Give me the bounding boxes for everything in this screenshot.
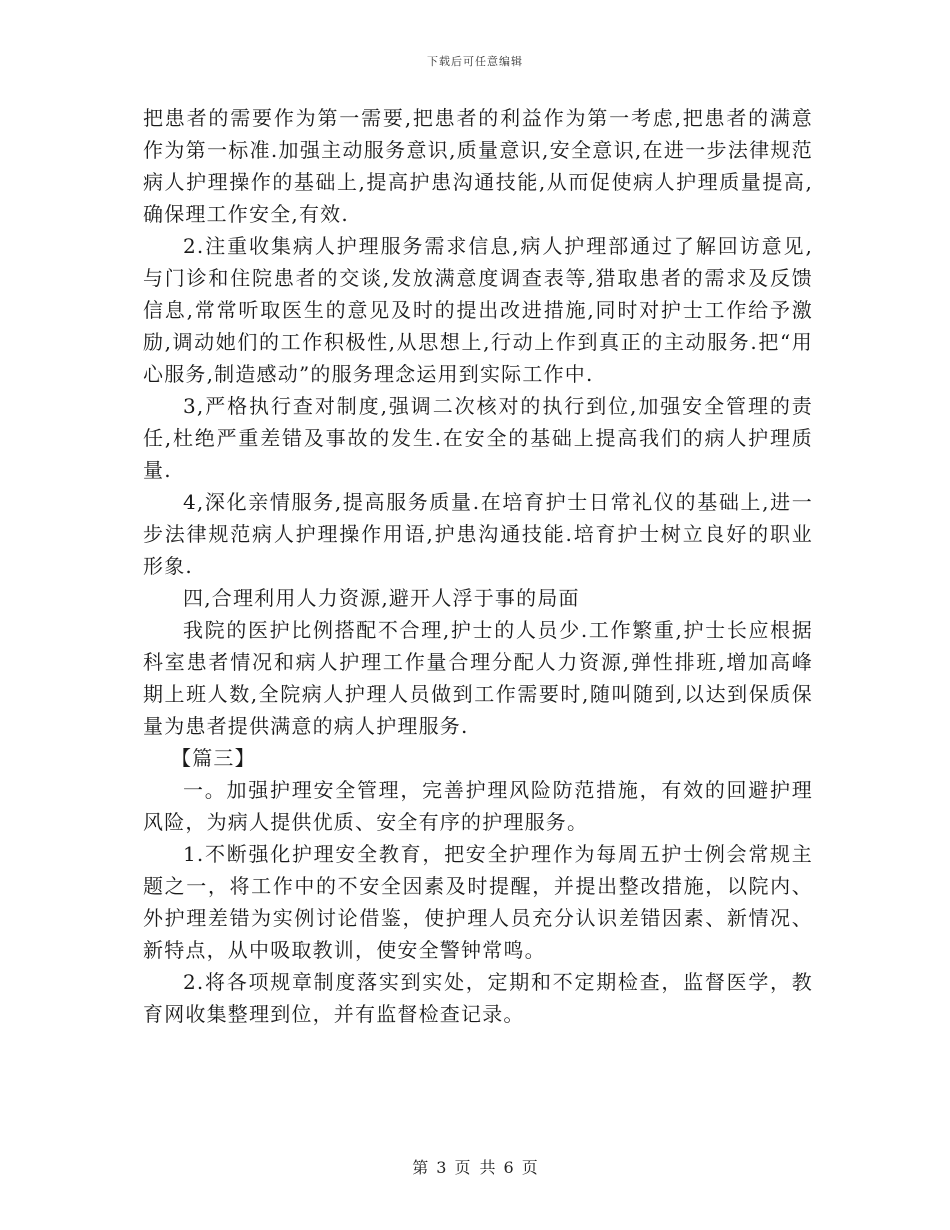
- total-pages-number: 6: [503, 1158, 514, 1177]
- paragraph-6: 一。加强护理安全管理，完善护理风险防范措施，有效的回避护理风险，为病人提供优质、安全有序的护理服务。: [143, 778, 813, 834]
- paragraph-7: 1.不断强化护理安全教育，把安全护理作为每周五护士例会常规主题之一，将工作中的不安全因素及时提醒，并提出整改措施，以院内、外护理差错为实例讨论借鉴，使护理人员充分认识差错因素、新情况、新特点，从中吸取教训，使安全警钟常鸣。: [143, 842, 813, 962]
- page-header: 下载后可任意编辑: [427, 55, 523, 68]
- section-heading-4: 四,合理利用人力资源,避开人浮于事的局面: [183, 586, 580, 610]
- paragraph-3: 3,严格执行查对制度,强调二次核对的执行到位,加强安全管理的责任,杜绝严重差错及事故的发生.在安全的基础上提高我们的病人护理质量.: [143, 394, 813, 482]
- paragraph-4: 4,深化亲情服务,提高服务质量.在培育护士日常礼仪的基础上,进一步法律规范病人护理操作用语,护患沟通技能.培育护士树立良好的职业形象.: [143, 490, 813, 578]
- document-body: [143, 102, 813, 1030]
- page-footer: [0, 1155, 950, 1178]
- paragraph-1: 把患者的需要作为第一需要,把患者的利益作为第一考虑,把患者的满意作为第一标准.加强主动服务意识,质量意识,安全意识,在进一步法律规范病人护理操作的基础上,提高护患沟通技能,从而促使病人护理质量提高,确保理工作安全,有效.: [143, 106, 813, 226]
- current-page-number: 3: [436, 1158, 447, 1177]
- paragraph-5: 我院的医护比例搭配不合理,护士的人员少.工作繁重,护士长应根据科室患者情况和病人护理工作量合理分配人力资源,弹性排班,增加高峰期上班人数,全院病人护理人员做到工作需要时,随叫随到,以达到保质保量为患者提供满意的病人护理服务.: [143, 618, 813, 738]
- footer-middle: 页 共: [454, 1158, 496, 1177]
- footer-prefix: 第: [412, 1158, 429, 1177]
- paragraph-8: 2.将各项规章制度落实到实处，定期和不定期检查，监督医学，教育网收集整理到位，并有监督检查记录。: [143, 970, 813, 1026]
- footer-suffix: 页: [521, 1158, 538, 1177]
- chapter-heading: 【篇三】: [171, 746, 256, 770]
- paragraph-2: 2.注重收集病人护理服务需求信息,病人护理部通过了解回访意见,与门诊和住院患者的交谈,发放满意度调查表等,猎取患者的需求及反馈信息,常常听取医生的意见及时的提出改进措施,同时对护士工作给予激励,调动她们的工作积极性,从思想上,行动上作到真正的主动服务.把“用心服务,制造感动”的服务理念运用到实际工作中.: [143, 234, 813, 386]
